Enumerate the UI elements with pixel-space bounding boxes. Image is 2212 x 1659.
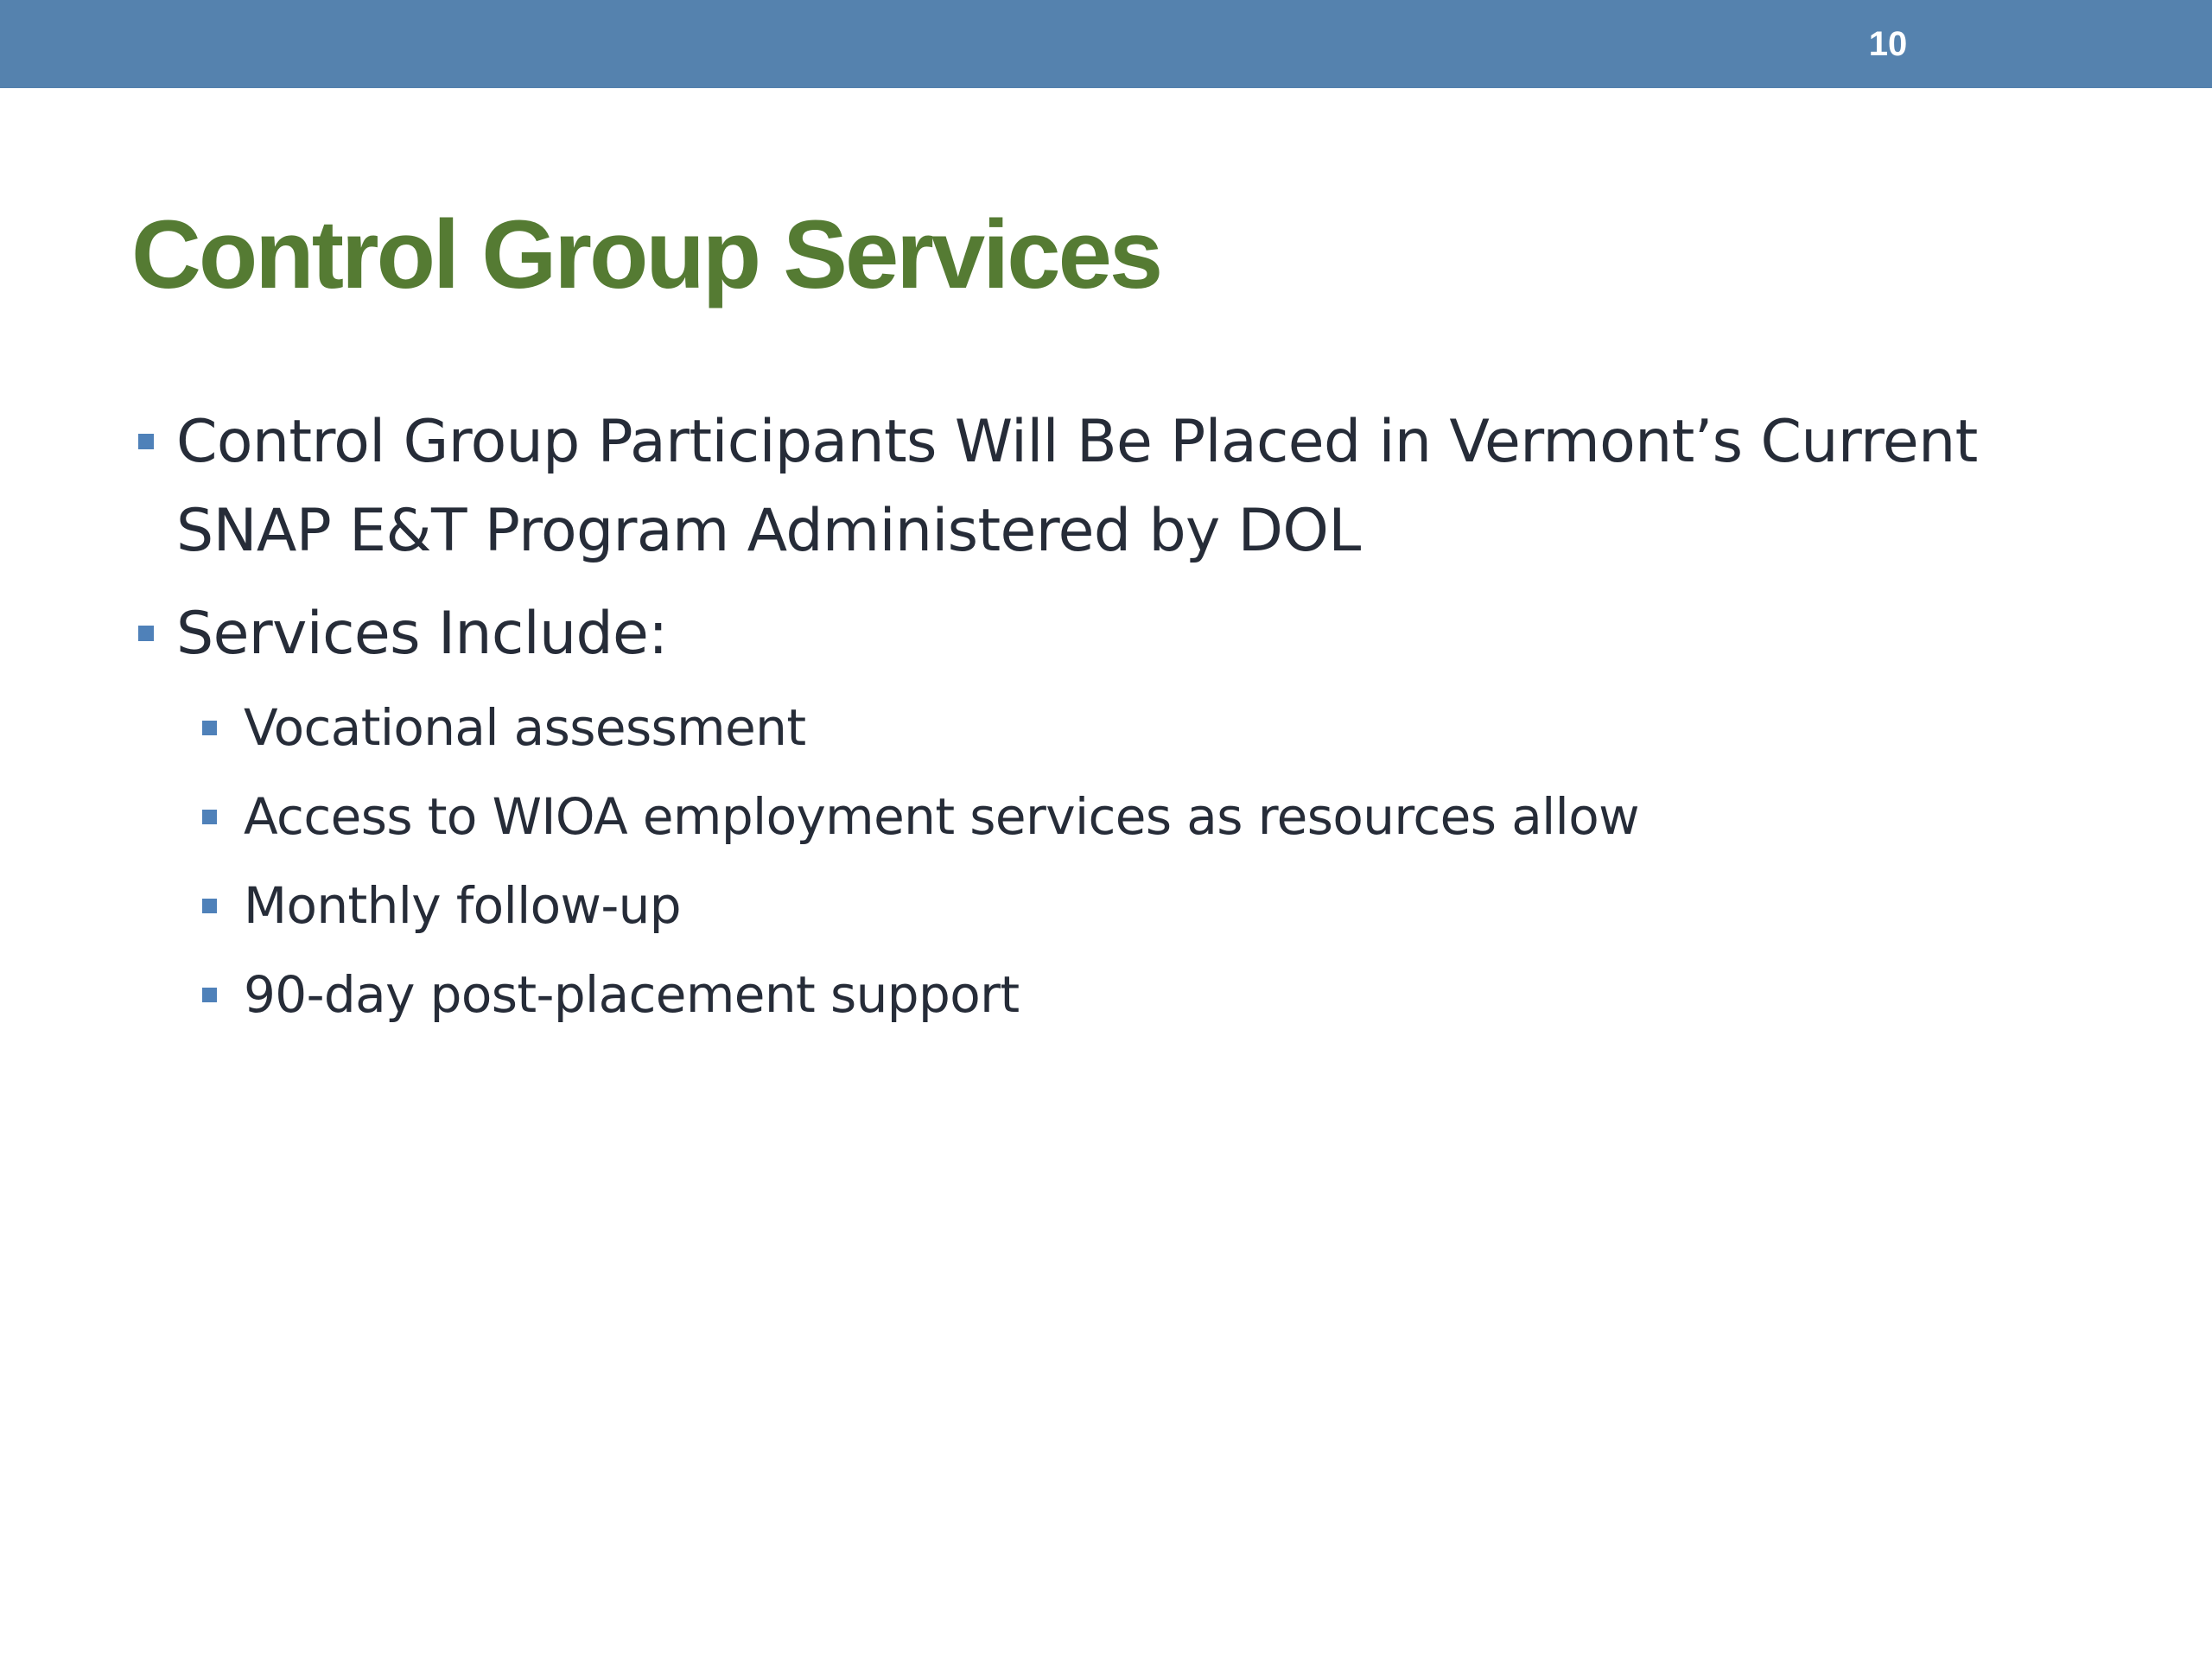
- square-bullet-icon: [202, 721, 217, 735]
- slide-title: Control Group Services: [131, 200, 1161, 308]
- bullet-item: [130, 397, 2117, 575]
- bullet-text: Services Include:: [176, 600, 668, 668]
- square-bullet-icon: [138, 434, 154, 449]
- bullet-text: Control Group Participants Will Be Placed in Vermont’s Current SNAP E&T Program Administered by DOL: [176, 408, 1978, 565]
- sub-bullet-text: Monthly follow-up: [244, 876, 682, 935]
- slide-body: [130, 397, 2117, 1053]
- sub-bullet-item: [130, 861, 2117, 950]
- slide-number: 10: [1868, 25, 1908, 63]
- sub-bullet-text: Vocational assessment: [244, 698, 806, 757]
- square-bullet-icon: [202, 810, 217, 824]
- square-bullet-icon: [138, 626, 154, 641]
- sub-bullet-item: [130, 950, 2117, 1039]
- bullet-item: [130, 589, 2117, 1039]
- header-bar: [0, 0, 2212, 88]
- square-bullet-icon: [202, 988, 217, 1002]
- sub-bullet-text: Access to WIOA employment services as resources allow: [244, 787, 1639, 846]
- sub-bullet-list: [176, 683, 2117, 1039]
- square-bullet-icon: [202, 899, 217, 913]
- sub-bullet-text: 90-day post-placement support: [244, 965, 1020, 1024]
- bullet-list: [130, 397, 2117, 1039]
- sub-bullet-item: [130, 772, 2117, 861]
- sub-bullet-item: [130, 683, 2117, 772]
